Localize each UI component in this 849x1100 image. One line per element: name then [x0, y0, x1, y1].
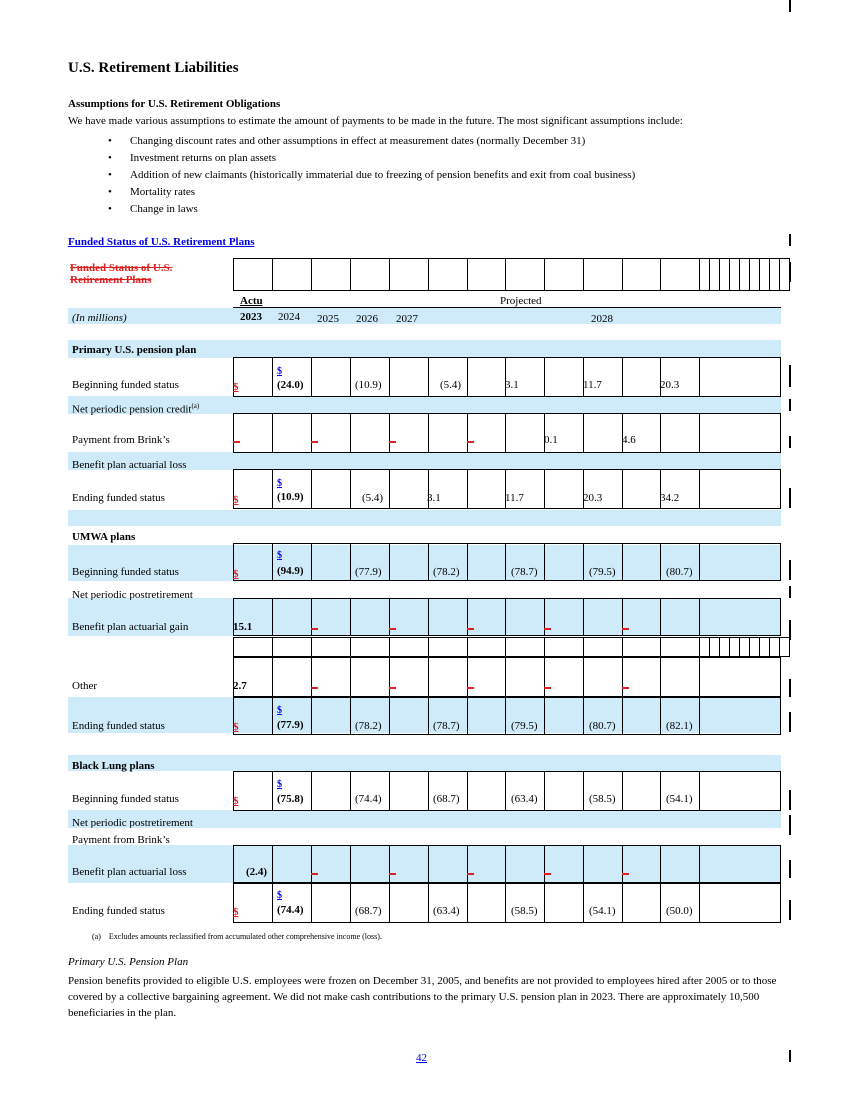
currency-symbol: $ [277, 890, 282, 901]
value-cell: (94.9) [277, 565, 304, 577]
value-cell: (79.5) [589, 566, 616, 578]
dash-mark [544, 873, 551, 875]
value-cell: 20.3 [660, 379, 680, 391]
grid-cell [233, 883, 273, 923]
grid-cell [233, 413, 273, 453]
grid-cell [311, 543, 351, 581]
other-label: Other [72, 680, 98, 692]
grid-cell [622, 258, 661, 291]
grid-cell [350, 883, 390, 923]
year-2028: 2028 [591, 313, 613, 325]
grid-cell [622, 883, 661, 923]
value-cell: (24.0) [277, 379, 304, 391]
grid-cell [699, 469, 781, 509]
section-body: Pension benefits provided to eligible U.S. employees were frozen on December 31, 2005, and benefits are not provided to employees hired after 2005 or to those covered by a collective bargaining agreement. We did not make cash contributions to the primary U.S. pension plan in 2023. There are approximately 10,500 beneficiaries in the plan. [68, 975, 777, 1019]
grid-cell [505, 357, 545, 397]
value-cell: (80.7) [666, 566, 693, 578]
grid-cell [389, 413, 429, 453]
grid-cell [233, 469, 273, 509]
grid-cell [389, 657, 429, 697]
grid-cell [311, 883, 351, 923]
grid-cell [779, 637, 790, 657]
value-cell: (54.1) [666, 793, 693, 805]
value-cell: (2.4) [246, 866, 268, 878]
currency-symbol: $ [277, 705, 282, 716]
grid-cell [467, 771, 506, 811]
currency-symbol: $ [233, 721, 239, 733]
postretirement-label: Net periodic postretirement [72, 589, 193, 600]
grid-cell [350, 258, 390, 291]
assumptions-list [108, 133, 635, 218]
grid-cell [583, 771, 623, 811]
value-cell: (78.2) [355, 720, 382, 732]
value-cell: 2.7 [233, 680, 247, 692]
black-lung-beginning-label: Beginning funded status [72, 793, 179, 805]
value-cell: (5.4) [440, 379, 462, 391]
dash-mark [389, 441, 396, 443]
grid-cell [505, 771, 545, 811]
grid-cell [699, 845, 781, 883]
grid-cell [389, 697, 429, 735]
grid-cell [699, 697, 781, 735]
funded-status-link[interactable]: Funded Status of U.S. Retirement Plans [68, 236, 255, 248]
grid-cell [779, 258, 790, 291]
grid-cell [389, 845, 429, 883]
grid-cell [544, 258, 584, 291]
grid-cell [622, 469, 661, 509]
grid-cell [272, 413, 312, 453]
currency-symbol: $ [233, 494, 239, 506]
grid-cell [272, 598, 312, 636]
change-bar [789, 860, 791, 878]
grid-cell [622, 771, 661, 811]
dash-mark [467, 873, 474, 875]
umwa-beginning-label: Beginning funded status [72, 566, 179, 578]
change-bar [789, 399, 791, 411]
currency-symbol: $ [277, 779, 282, 790]
grid-cell [389, 771, 429, 811]
dash-mark [622, 873, 629, 875]
value-cell: (10.9) [355, 379, 382, 391]
change-bar [789, 586, 791, 598]
grid-cell [389, 598, 429, 636]
grid-cell [311, 657, 351, 697]
grid-cell [311, 357, 351, 397]
grid-cell [467, 657, 506, 697]
grid-cell [233, 357, 273, 397]
grid-cell [505, 637, 545, 657]
grid-cell [428, 637, 468, 657]
change-bar [789, 436, 791, 448]
value-cell: (54.1) [589, 905, 616, 917]
list-item: • Changing discount rates and other assumptions in effect at measurement dates (normally December 31) [108, 135, 586, 147]
grid-cell [428, 598, 468, 636]
grid-cell [660, 413, 700, 453]
grid-cell [467, 697, 506, 735]
value-cell: (77.9) [277, 719, 304, 731]
black-lung-heading: Black Lung plans [72, 760, 155, 772]
grid-cell [428, 357, 468, 397]
grid-cell [660, 883, 700, 923]
value-cell: (68.7) [355, 905, 382, 917]
grid-cell [544, 883, 584, 923]
year-2027: 2027 [396, 313, 418, 325]
grid-cell [544, 543, 584, 581]
value-cell: (80.7) [589, 720, 616, 732]
grid-cell [389, 258, 429, 291]
grid-cell [350, 657, 390, 697]
grid-cell [350, 637, 390, 657]
page-title: U.S. Retirement Liabilities [68, 60, 239, 76]
gain-label: Benefit plan actuarial gain [72, 621, 189, 633]
grid-cell [350, 357, 390, 397]
grid-cell [233, 543, 273, 581]
grid-cell [622, 357, 661, 397]
grid-cell [583, 883, 623, 923]
list-item: • Addition of new claimants (historically immaterial due to freezing of pension benefits and exit from coal business) [108, 169, 636, 181]
dash-mark [544, 628, 551, 630]
grid-cell [699, 883, 781, 923]
value-cell: 4.6 [622, 434, 636, 446]
value-cell: (58.5) [589, 793, 616, 805]
change-bar [789, 815, 791, 835]
year-2023: 2023 [240, 311, 262, 323]
year-2026: 2026 [356, 313, 378, 325]
actual-label: Actu [240, 295, 263, 307]
grid-cell [544, 845, 584, 883]
grid-cell [467, 883, 506, 923]
value-cell: 11.7 [583, 379, 602, 391]
grid-cell [583, 357, 623, 397]
value-cell: (78.2) [433, 566, 460, 578]
grid-cell [233, 258, 273, 291]
grid-cell [272, 357, 312, 397]
dash-mark [467, 441, 474, 443]
dash-mark [544, 687, 551, 689]
footnote: (a) Excludes amounts reclassified from accumulated other comprehensive income (loss). [92, 932, 382, 941]
value-cell: 20.3 [583, 492, 603, 504]
grid-cell [467, 845, 506, 883]
grid-cell [699, 657, 781, 697]
grid-cell [311, 845, 351, 883]
grid-cell [428, 413, 468, 453]
grid-cell [544, 657, 584, 697]
grid-cell [272, 657, 312, 697]
grid-cell [233, 697, 273, 735]
grid-cell [467, 357, 506, 397]
grid-cell [660, 258, 700, 291]
value-cell: (74.4) [355, 793, 382, 805]
grid-cell [544, 598, 584, 636]
change-bar [789, 560, 791, 580]
value-cell: 3.1 [505, 379, 519, 391]
grid-cell [272, 771, 312, 811]
change-bar [789, 365, 791, 387]
grid-cell [660, 357, 700, 397]
primary-ending-label: Ending funded status [72, 492, 165, 504]
grid-cell [505, 883, 545, 923]
dash-mark [467, 687, 474, 689]
grid-cell [660, 637, 700, 657]
grid-cell [544, 771, 584, 811]
payment-label: Payment from Brink’s [72, 834, 170, 845]
grid-cell [544, 469, 584, 509]
grid-cell [272, 845, 312, 883]
pension-credit-label: Net periodic pension credit$^{(a)}$ [72, 402, 200, 416]
assumptions-heading: Assumptions for U.S. Retirement Obligations [68, 98, 281, 110]
grid-cell [660, 771, 700, 811]
dash-mark [389, 873, 396, 875]
header-rule [233, 307, 781, 308]
grid-cell [389, 543, 429, 581]
currency-symbol: $ [277, 366, 282, 377]
grid-cell [467, 543, 506, 581]
change-bar [789, 712, 791, 732]
dash-mark [389, 628, 396, 630]
grid-cell [544, 413, 584, 453]
grid-cell [311, 637, 351, 657]
grid-cell [428, 771, 468, 811]
dash-mark [311, 628, 318, 630]
grid-cell [583, 657, 623, 697]
value-cell: (79.5) [511, 720, 538, 732]
grid-cell [622, 657, 661, 697]
dash-mark [622, 687, 629, 689]
value-cell: (78.7) [511, 566, 538, 578]
grid-cell [350, 771, 390, 811]
grid-cell [583, 413, 623, 453]
value-cell: (63.4) [433, 905, 460, 917]
loss-label: Benefit plan actuarial loss [72, 459, 187, 470]
list-item: • Change in laws [108, 203, 198, 215]
grid-cell [233, 771, 273, 811]
change-bar [789, 0, 791, 12]
loss-label: Benefit plan actuarial loss [72, 866, 187, 878]
grid-cell [311, 771, 351, 811]
grid-cell [428, 845, 468, 883]
grid-cell [233, 637, 273, 657]
dash-mark [622, 628, 629, 630]
grid-cell [467, 637, 506, 657]
grid-cell [660, 845, 700, 883]
black-lung-ending-label: Ending funded status [72, 905, 165, 917]
grid-cell [505, 258, 545, 291]
grid-cell [622, 637, 661, 657]
grid-cell [389, 357, 429, 397]
grid-cell [272, 637, 312, 657]
grid-cell [272, 883, 312, 923]
dash-mark [233, 441, 240, 443]
grid-cell [467, 598, 506, 636]
change-bar [789, 679, 791, 697]
umwa-ending-label: Ending funded status [72, 720, 165, 732]
change-bar [789, 1050, 791, 1062]
struck-table-header: Funded Status of U.S. Retirement Plans [70, 262, 173, 286]
change-bar [789, 900, 791, 920]
section-title: Primary U.S. Pension Plan [68, 956, 189, 968]
grid-cell [660, 598, 700, 636]
grid-cell [350, 413, 390, 453]
grid-cell [311, 598, 351, 636]
dash-mark [467, 628, 474, 630]
grid-cell [272, 469, 312, 509]
primary-beginning-label: Beginning funded status [72, 379, 179, 391]
list-item: • Mortality rates [108, 186, 196, 198]
grid-cell [699, 598, 781, 636]
grid-cell [389, 469, 429, 509]
value-cell: (10.9) [277, 491, 304, 503]
section-band [68, 510, 781, 526]
projected-label: Projected [500, 295, 542, 307]
grid-cell [311, 469, 351, 509]
dash-mark [389, 687, 396, 689]
value-cell: (78.7) [433, 720, 460, 732]
grid-cell [467, 469, 506, 509]
grid-cell [622, 697, 661, 735]
grid-cell [311, 697, 351, 735]
list-item: • Investment returns on plan assets [108, 152, 277, 164]
grid-cell [544, 637, 584, 657]
value-cell: 3.1 [427, 492, 441, 504]
grid-cell [622, 543, 661, 581]
section-band [68, 755, 781, 771]
value-cell: 11.7 [505, 492, 524, 504]
grid-cell [311, 258, 351, 291]
currency-symbol: $ [277, 478, 282, 489]
grid-cell [467, 413, 506, 453]
grid-cell [583, 258, 623, 291]
currency-symbol: $ [233, 795, 239, 807]
value-cell: (75.8) [277, 793, 304, 805]
dash-mark [311, 873, 318, 875]
grid-cell [389, 883, 429, 923]
value-cell: (5.4) [362, 492, 384, 504]
currency-symbol: $ [277, 550, 282, 561]
page-number[interactable]: 42 [416, 1052, 427, 1064]
payment-label: Payment from Brink’s [72, 434, 170, 446]
grid-cell [544, 357, 584, 397]
dash-mark [311, 441, 318, 443]
year-2024: 2024 [278, 311, 300, 323]
grid-cell [428, 657, 468, 697]
grid-cell [272, 258, 312, 291]
grid-cell [583, 845, 623, 883]
dash-mark [311, 687, 318, 689]
value-cell: (68.7) [433, 793, 460, 805]
grid-cell [505, 845, 545, 883]
currency-symbol: $ [233, 906, 239, 918]
grid-cell [622, 845, 661, 883]
umwa-heading: UMWA plans [72, 531, 136, 543]
grid-cell [699, 543, 781, 581]
grid-cell [583, 637, 623, 657]
year-2025: 2025 [317, 313, 339, 325]
grid-cell [505, 413, 545, 453]
grid-cell [622, 598, 661, 636]
grid-cell [699, 357, 781, 397]
grid-cell [428, 883, 468, 923]
value-cell: 34.2 [660, 492, 680, 504]
value-cell: (50.0) [666, 905, 693, 917]
grid-cell [428, 258, 468, 291]
value-cell: (58.5) [511, 905, 538, 917]
grid-cell [311, 413, 351, 453]
grid-cell [544, 697, 584, 735]
postretirement-label: Net periodic postretirement [72, 817, 193, 828]
value-cell: 0.1 [544, 434, 558, 446]
grid-cell [660, 657, 700, 697]
change-bar [789, 234, 791, 246]
value-cell: (74.4) [277, 904, 304, 916]
currency-symbol: $ [233, 381, 239, 393]
grid-cell [505, 657, 545, 697]
assumptions-intro: We have made various assumptions to estimate the amount of payments to be made in the future. The most significant assumptions include: [68, 115, 683, 127]
grid-cell [583, 598, 623, 636]
value-cell: (63.4) [511, 793, 538, 805]
value-cell: (77.9) [355, 566, 382, 578]
grid-cell [467, 258, 506, 291]
change-bar [789, 488, 791, 508]
primary-heading: Primary U.S. pension plan [72, 344, 197, 356]
grid-cell [389, 637, 429, 657]
change-bar [789, 790, 791, 810]
year-band [68, 308, 781, 324]
value-cell: 15.1 [233, 621, 253, 633]
grid-cell [505, 598, 545, 636]
grid-cell [350, 598, 390, 636]
grid-cell [699, 771, 781, 811]
grid-cell [350, 845, 390, 883]
grid-cell [622, 413, 661, 453]
currency-symbol: $ [233, 568, 239, 580]
grid-cell [699, 413, 781, 453]
units-label: (In millions) [72, 312, 127, 324]
value-cell: (82.1) [666, 720, 693, 732]
